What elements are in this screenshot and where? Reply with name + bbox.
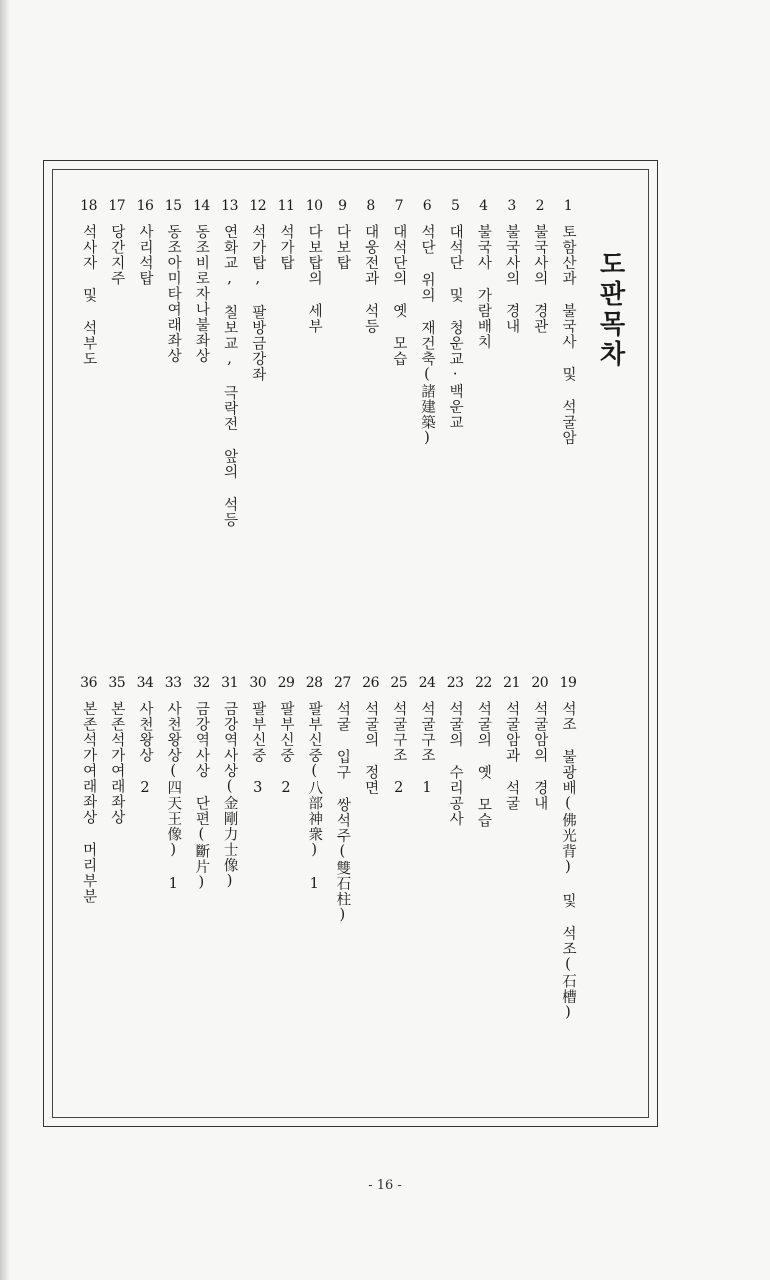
entry-title: 팔부신중 3	[249, 701, 266, 797]
entry-title: 동조아미타여래좌상	[165, 224, 182, 364]
contents-entry	[443, 673, 467, 827]
contents-entry	[274, 196, 298, 271]
entry-number: 26	[362, 675, 379, 691]
entry-number: 14	[192, 198, 210, 214]
entry-title: 대웅전과 석등	[362, 224, 379, 334]
contents-entry	[330, 673, 354, 924]
entry-number: 18	[80, 198, 97, 214]
contents-entry	[556, 673, 580, 1022]
entry-number: 7	[394, 198, 403, 214]
contents-entry	[302, 196, 326, 334]
contents-entry	[387, 673, 411, 797]
entry-title: 석굴의 정면	[362, 701, 379, 796]
entry-number: 13	[221, 198, 238, 214]
entry-number: 5	[450, 198, 460, 214]
contents-entry	[500, 196, 524, 334]
contents-entry	[443, 196, 467, 430]
contents-entry	[415, 196, 439, 447]
contents-entry	[246, 196, 270, 382]
contents-entry	[415, 673, 439, 797]
entry-number: 35	[108, 675, 126, 691]
entry-number: 15	[164, 198, 182, 214]
contents-entry	[77, 196, 101, 367]
entry-number: 11	[277, 198, 295, 214]
entry-title: 석굴 입구 쌍석주(雙石柱)	[334, 701, 351, 924]
entry-title: 사천왕상 2	[137, 701, 153, 797]
entry-title: 석굴구조 2	[390, 701, 407, 797]
contents-entry	[500, 673, 524, 811]
entry-title: 팔부신중 2	[278, 701, 294, 797]
contents-entry	[133, 673, 157, 797]
entry-title: 본존석가여래좌상	[108, 701, 125, 825]
entry-number: 2	[535, 198, 544, 214]
entry-number: 4	[479, 198, 488, 214]
entry-number: 19	[559, 675, 577, 691]
entry-number: 31	[221, 675, 238, 691]
entry-number: 28	[305, 675, 323, 691]
entry-number: 21	[503, 675, 520, 691]
entry-number: 8	[366, 198, 375, 214]
entry-title: 불국사의 경관	[531, 224, 548, 334]
entry-title: 당간지주	[108, 224, 125, 286]
contents-entry	[556, 196, 580, 446]
entry-title: 다보탑	[334, 224, 351, 271]
entry-title: 석조 불광배(佛光背) 및 석조(石槽)	[560, 701, 576, 1022]
contents-entry	[161, 196, 185, 364]
contents-entry	[189, 673, 213, 892]
page-number: - 16 -	[368, 1178, 402, 1193]
entry-number: 32	[192, 675, 210, 691]
entry-number: 12	[249, 198, 267, 214]
entry-number: 25	[390, 675, 408, 691]
entry-title: 석가탑	[278, 224, 294, 271]
contents-entry	[274, 673, 298, 797]
contents-entry	[77, 673, 101, 904]
entry-number: 36	[80, 675, 97, 691]
entry-title: 석가탑, 팔방금강좌	[249, 224, 266, 382]
entry-title: 불국사 가람배치	[475, 224, 492, 350]
entry-number: 3	[507, 198, 516, 214]
entry-number: 33	[164, 675, 182, 691]
contents-entry	[528, 673, 552, 811]
entry-number: 16	[136, 198, 154, 214]
entry-title: 불국사의 경내	[503, 224, 520, 334]
entry-title: 사리석탑	[137, 224, 153, 286]
contents-entry	[330, 196, 354, 271]
entry-number: 23	[446, 675, 464, 691]
entry-title: 석사자 및 석부도	[80, 224, 97, 367]
entry-number: 17	[108, 198, 126, 214]
entry-title: 토함산과 불국사 및 석굴암	[560, 224, 576, 446]
contents-entry	[302, 673, 326, 893]
entry-title: 석굴암과 석굴	[503, 701, 520, 811]
entry-title: 연화교, 칠보교, 극락전 앞의 석등	[221, 224, 238, 528]
entry-title: 금강역사상(金剛力士像)	[221, 701, 238, 890]
entry-title: 석굴의 수리공사	[447, 701, 464, 827]
entry-title: 동조비로자나불좌상	[193, 224, 210, 364]
entry-number: 9	[338, 198, 347, 214]
entry-number: 10	[305, 198, 323, 214]
entry-title: 석굴구조 1	[419, 701, 435, 797]
contents-entry	[246, 673, 270, 797]
contents-entry	[359, 196, 383, 334]
entry-title: 금강역사상 단편(斷片)	[193, 701, 210, 892]
contents-entry	[471, 673, 495, 828]
contents-entry	[133, 196, 157, 286]
contents-entry	[161, 673, 185, 893]
contents-entry	[528, 196, 552, 334]
contents-entry	[189, 196, 213, 364]
entry-title: 석굴의 옛 모습	[475, 701, 492, 828]
entry-title: 다보탑의 세부	[306, 224, 323, 334]
entry-title: 대석단 및 청운교·백운교	[447, 224, 464, 430]
entry-number: 30	[249, 675, 267, 691]
contents-entry	[471, 196, 495, 350]
entry-title: 대석단의 옛 모습	[390, 224, 407, 367]
entry-title: 석굴암의 경내	[531, 701, 548, 811]
entry-number: 27	[333, 675, 351, 691]
entry-number: 34	[136, 675, 154, 691]
entry-number: 1	[563, 198, 573, 214]
entry-number: 24	[418, 675, 436, 691]
page-title: 도판목차	[595, 250, 625, 370]
contents-entry	[105, 673, 129, 825]
contents-entry	[218, 673, 242, 890]
entry-title: 팔부신중(八部神衆) 1	[306, 701, 323, 893]
contents-entry	[387, 196, 411, 367]
entry-number: 20	[531, 675, 549, 691]
contents-entry	[359, 673, 383, 796]
entry-title: 사천왕상(四天王像) 1	[165, 701, 182, 893]
page-edge-shadow	[0, 0, 10, 1280]
entry-number: 29	[277, 675, 295, 691]
entry-title: 본존석가여래좌상 머리부분	[80, 701, 97, 904]
entry-number: 22	[474, 675, 492, 691]
entry-title: 석단 위의 재건축(諸建築)	[419, 224, 435, 447]
contents-entry	[105, 196, 129, 286]
entry-number: 6	[422, 198, 432, 214]
contents-entry	[218, 196, 242, 528]
